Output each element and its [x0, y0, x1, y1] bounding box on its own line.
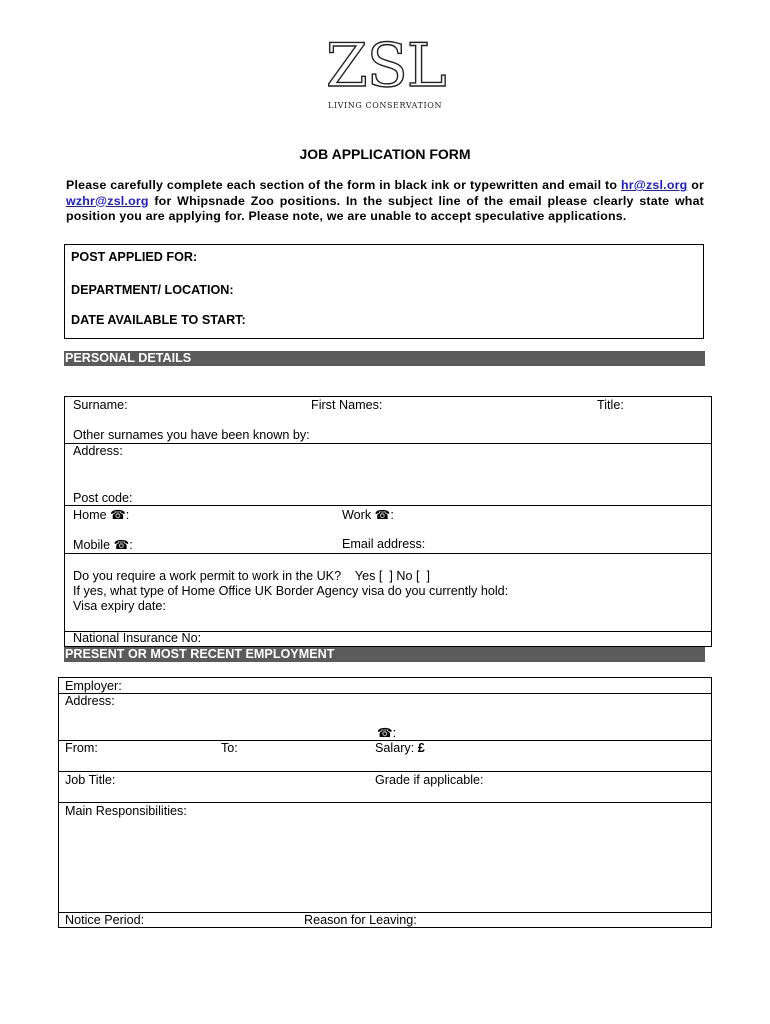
job-title-field[interactable]: Job Title: — [65, 773, 116, 787]
main-responsibilities-field[interactable]: Main Responsibilities: — [65, 804, 187, 818]
salary-field[interactable] — [375, 741, 425, 755]
personal-details-header: PERSONAL DETAILS — [64, 351, 705, 366]
email-field[interactable]: Email address: — [342, 537, 426, 551]
visa-expiry-field[interactable]: Visa expiry date: — [73, 599, 166, 613]
first-names-field[interactable]: First Names: — [311, 398, 383, 412]
to-field[interactable]: To: — [221, 741, 238, 755]
title-field[interactable]: Title: — [597, 398, 624, 412]
divider — [64, 505, 712, 506]
divider — [58, 771, 712, 772]
from-field[interactable]: From: — [65, 741, 98, 755]
pound-sign: £ — [417, 741, 425, 755]
other-surnames-field[interactable]: Other surnames you have been known by: — [73, 428, 310, 442]
salary-label: Salary: — [375, 741, 418, 755]
divider — [64, 553, 712, 554]
form-title: JOB APPLICATION FORM — [299, 146, 471, 162]
mobile-field[interactable]: Mobile ☎: — [73, 538, 133, 552]
grade-field[interactable]: Grade if applicable: — [375, 773, 484, 787]
post-applied-label[interactable]: POST APPLIED FOR: — [71, 250, 198, 264]
hr-email-link[interactable]: hr@zsl.org — [620, 178, 688, 192]
employer-address-field[interactable]: Address: — [65, 694, 115, 708]
national-insurance-field[interactable]: National Insurance No: — [73, 631, 202, 645]
work-permit-question[interactable]: Do you require a work permit to work in the UK? Yes [ ] No [ ] — [73, 569, 430, 583]
postcode-field[interactable]: Post code: — [73, 491, 133, 505]
intro-text-1: Please carefully complete each section of the form in black ink or typewritten and email to — [66, 178, 621, 192]
department-label[interactable]: DEPARTMENT/ LOCATION: — [71, 283, 234, 297]
date-available-label[interactable]: DATE AVAILABLE TO START: — [71, 313, 246, 327]
notice-period-field[interactable]: Notice Period: — [65, 913, 145, 927]
logo-tagline: LIVING CONSERVATION — [327, 101, 443, 110]
intro-text-2: for Whipsnade Zoo positions. In the subject line of the email please clearly state what position you are applying for. Please note, we are unable to accept speculative applications. — [66, 193, 704, 223]
visa-type-field[interactable]: If yes, what type of Home Office UK Border Agency visa do you currently hold: — [73, 584, 509, 598]
divider — [58, 802, 712, 803]
address-field[interactable]: Address: — [73, 444, 123, 458]
reason-for-leaving-field[interactable]: Reason for Leaving: — [304, 913, 417, 927]
work-phone-field[interactable]: Work ☎: — [342, 508, 394, 522]
intro-paragraph — [66, 178, 704, 225]
intro-text-or: or — [687, 178, 704, 192]
employment-header: PRESENT OR MOST RECENT EMPLOYMENT — [64, 647, 705, 662]
divider — [64, 443, 712, 444]
home-phone-field[interactable]: Home ☎: — [73, 508, 130, 522]
surname-field[interactable]: Surname: — [73, 398, 128, 412]
employer-field[interactable]: Employer: — [65, 679, 122, 693]
divider — [58, 693, 712, 694]
zsl-logo: ZSL — [326, 31, 446, 101]
wzhr-email-link[interactable]: wzhr@zsl.org — [66, 193, 149, 208]
employer-phone-field[interactable]: ☎: — [377, 726, 397, 740]
